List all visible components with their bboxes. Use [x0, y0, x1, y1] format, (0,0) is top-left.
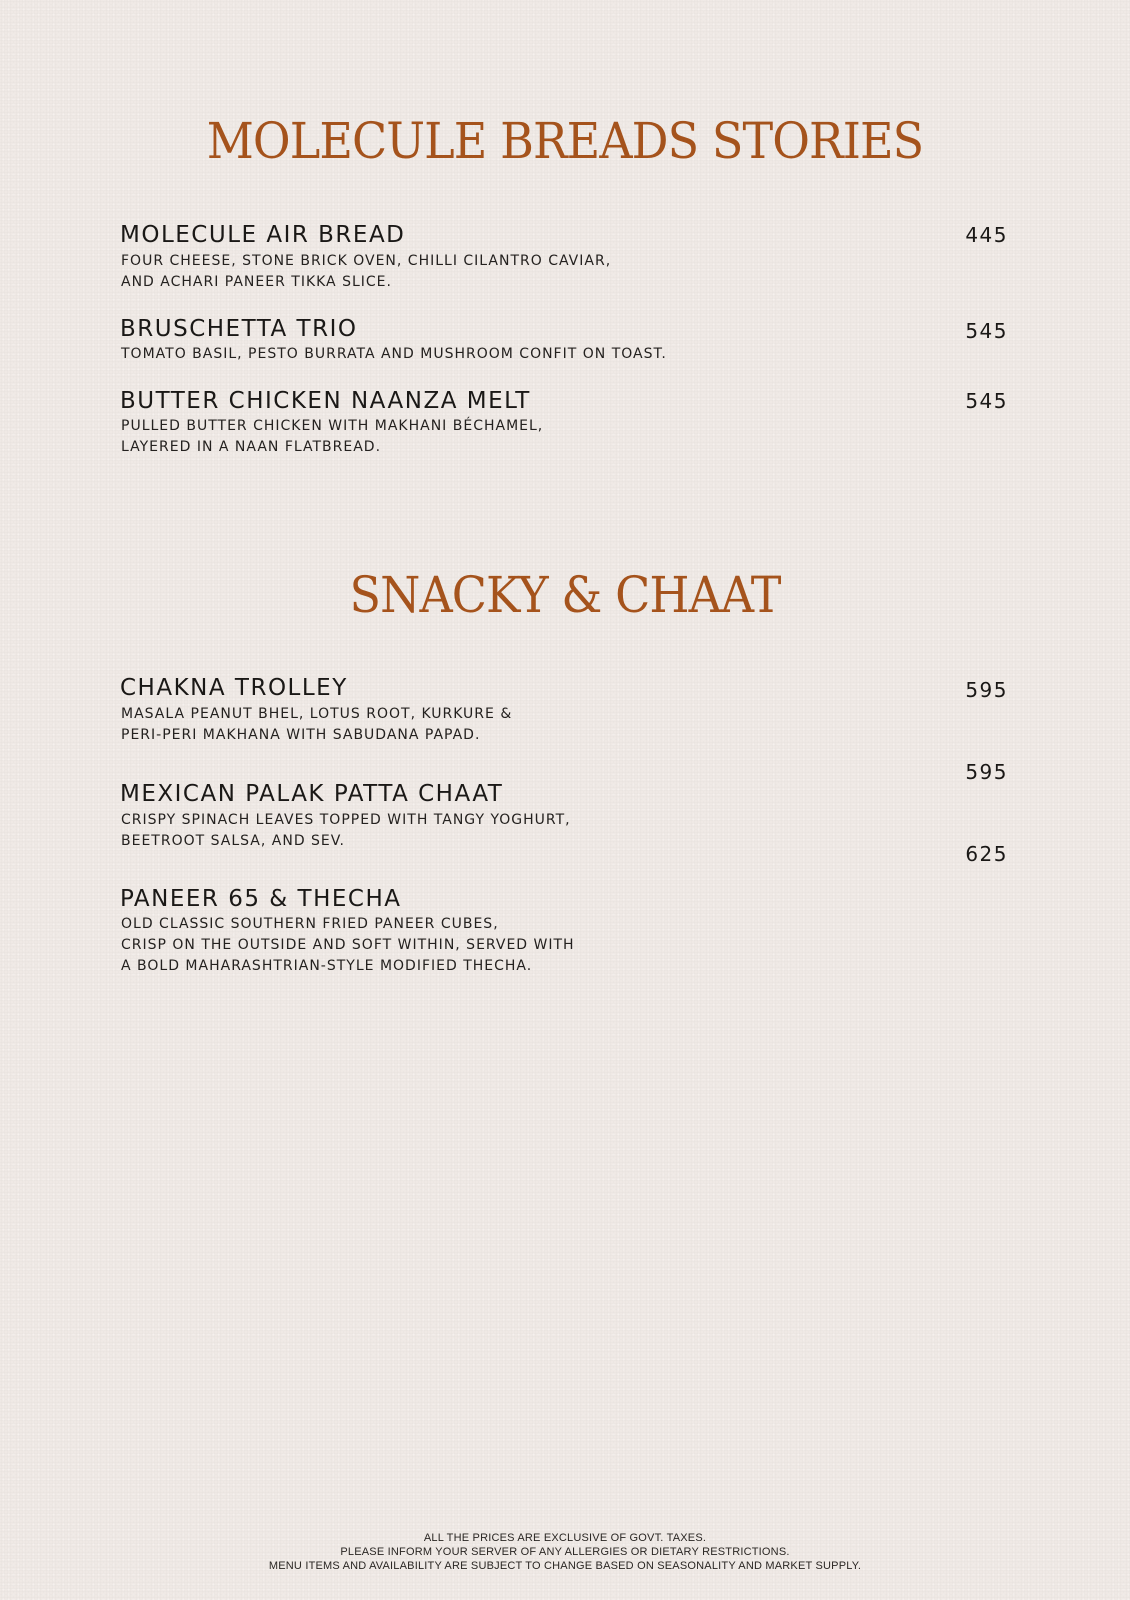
item-description: FOUR CHEESE, STONE BRICK OVEN, CHILLI CILANTRO CAVIAR, AND ACHARI PANEER TIKKA SLICE. [121, 253, 612, 290]
section-title-molecule-breads-stories: MOLECULE BREADS STORIES [206, 112, 924, 170]
item-price: 595 [965, 678, 1008, 702]
footer-line-taxes: ALL THE PRICES ARE EXCLUSIVE OF GOVT. TAXES. [423, 1532, 707, 1544]
footer-notes [0, 1531, 1130, 1573]
item-description: MASALA PEANUT BHEL, LOTUS ROOT, KURKURE & PERI-PERI MAKHANA WITH SABUDANA PAPAD. [121, 706, 513, 743]
item-price: 545 [965, 319, 1008, 343]
item-description: TOMATO BASIL, PESTO BURRATA AND MUSHROOM CONFIT ON TOAST. [121, 346, 667, 362]
section-title-snacky-chaat: SNACKY & CHAAT [349, 566, 781, 624]
item-name: MEXICAN PALAK PATTA CHAAT [120, 781, 504, 807]
footer-line-availability: MENU ITEMS AND AVAILABILITY ARE SUBJECT TO CHANGE BASED ON SEASONALITY AND MARKET SUPPLY. [268, 1560, 862, 1572]
item-price: 625 [965, 842, 1008, 866]
item-description: OLD CLASSIC SOUTHERN FRIED PANEER CUBES, CRISP ON THE OUTSIDE AND SOFT WITHIN, SERVED WITH A BOLD MAHARASHTRIAN-STYLE MODIFIED THECHA. [121, 916, 575, 974]
item-name: MOLECULE AIR BREAD [120, 222, 406, 248]
item-name: BRUSCHETTA TRIO [120, 316, 358, 342]
item-price: 545 [965, 389, 1008, 413]
footer-line-allergies: PLEASE INFORM YOUR SERVER OF ANY ALLERGIES OR DIETARY RESTRICTIONS. [340, 1546, 790, 1558]
item-description: CRISPY SPINACH LEAVES TOPPED WITH TANGY YOGHURT, BEETROOT SALSA, AND SEV. [121, 812, 571, 849]
item-name: PANEER 65 & THECHA [120, 886, 402, 912]
item-name: CHAKNA TROLLEY [120, 675, 348, 701]
item-price: 595 [965, 760, 1008, 784]
item-name: BUTTER CHICKEN NAANZA MELT [120, 388, 531, 414]
item-price: 445 [965, 223, 1008, 247]
item-description: PULLED BUTTER CHICKEN WITH MAKHANI BÉCHAMEL, LAYERED IN A NAAN FLATBREAD. [121, 418, 544, 455]
